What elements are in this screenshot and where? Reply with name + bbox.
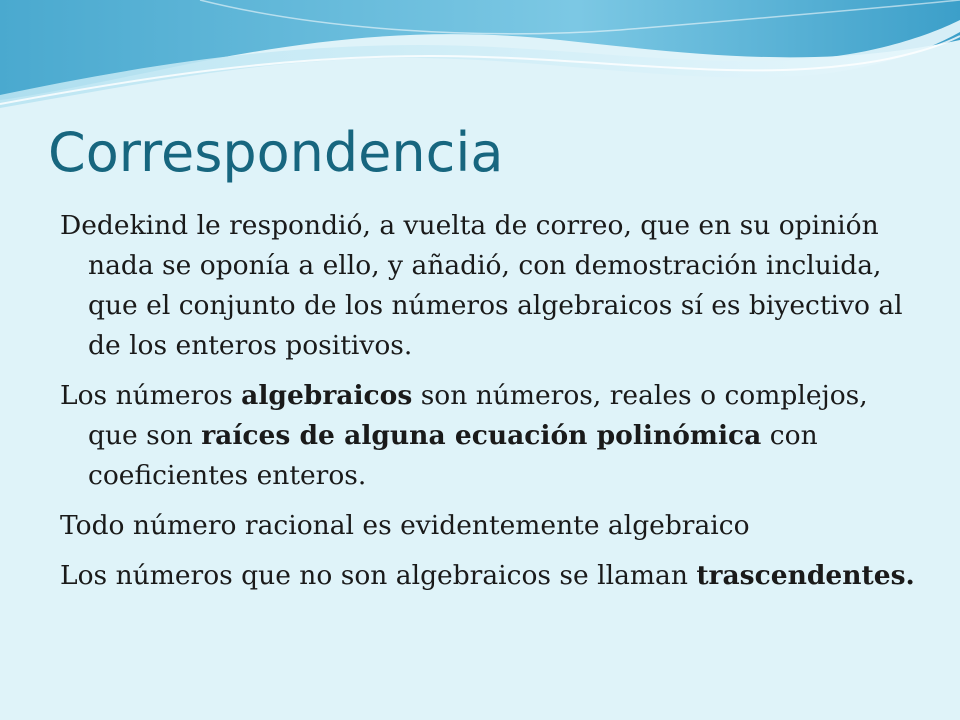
body-paragraph [60,506,920,546]
text-segment: Todo número racional es evidentemente algebraico [60,510,750,541]
text-segment: Los números [60,380,242,411]
decorative-wave-banner [0,0,960,120]
body-paragraph [60,206,920,366]
text-segment: con coeficientes enteros. [88,420,818,491]
text-segment: Los números que no son algebraicos se llaman [60,560,697,591]
slide-body [60,206,920,606]
bold-text: raíces de alguna ecuación polinómica [201,420,762,451]
text-segment: son números, reales o complejos, que son [88,380,868,451]
slide-title: Correspondencia [48,121,504,184]
bold-text: algebraicos [241,380,413,411]
text-segment: Dedekind le respondió, a vuelta de correo, que en su opinión nada se oponía a ello, y añadió, con demostración incluida, que el conjunto de los números algebraicos sí es biyectivo al de los enteros positivos. [60,210,903,361]
bold-text: trascendentes. [696,560,915,591]
body-paragraph [60,376,920,496]
body-paragraph [60,556,920,596]
